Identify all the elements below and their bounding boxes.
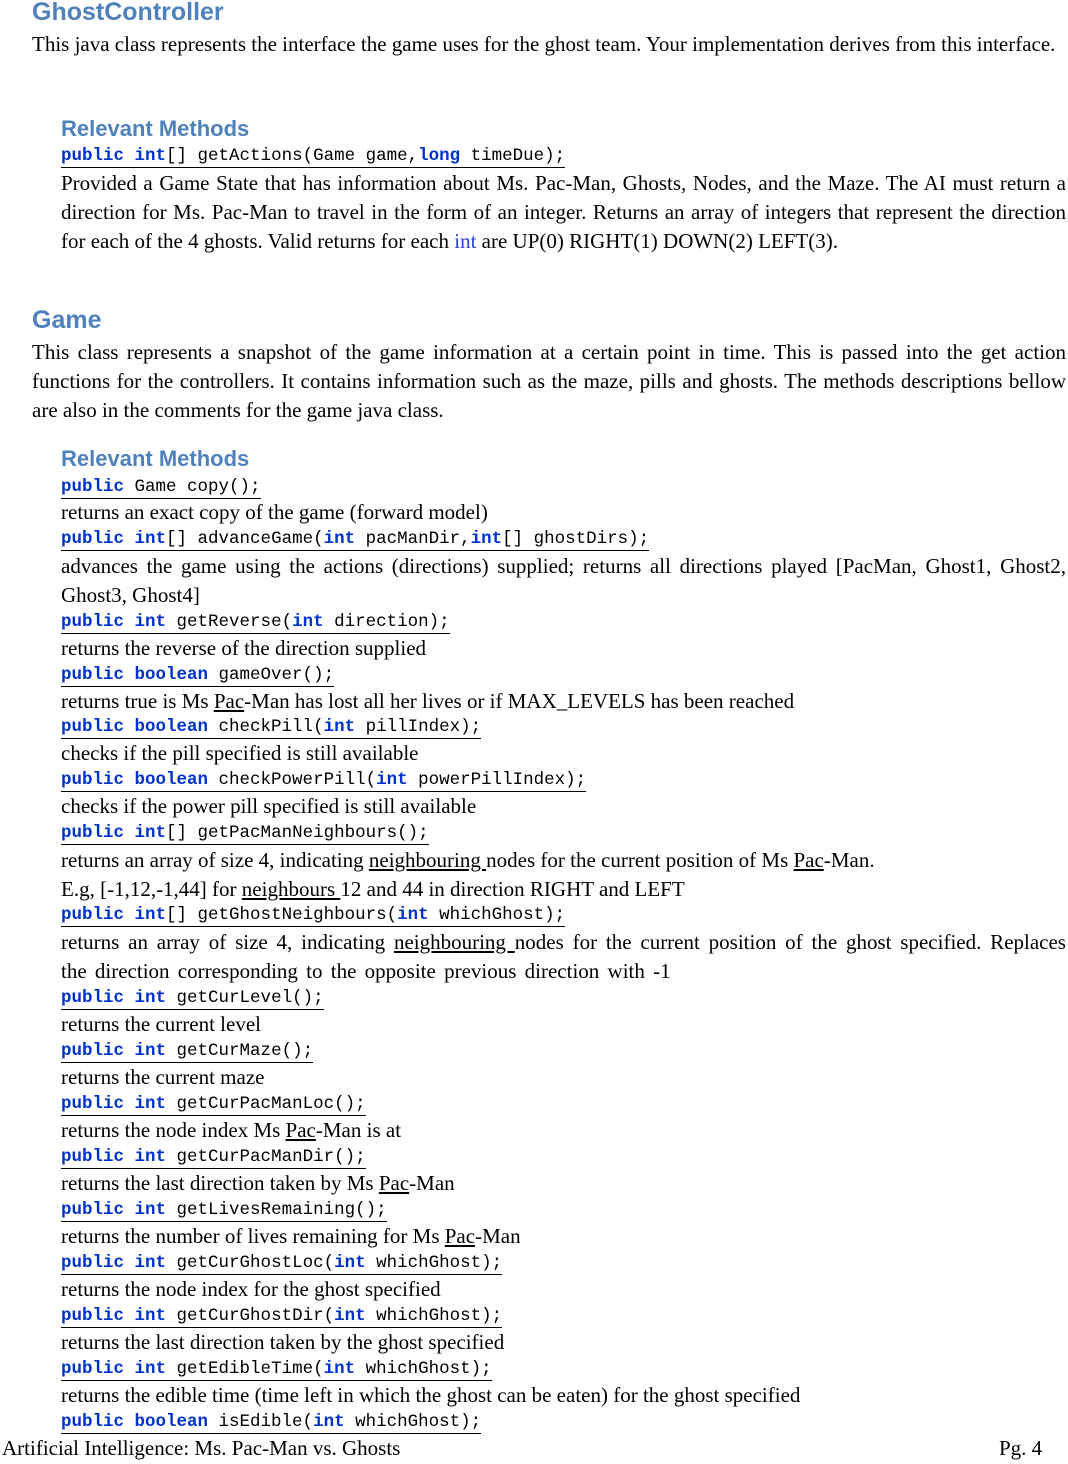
method-signature-getcurghostloc: public int getCurGhostLoc(int whichGhost); <box>61 1253 503 1273</box>
method-signature-getedibletime: public int getEdibleTime(int whichGhost); <box>61 1359 492 1379</box>
method-description-getlivesremaining: returns the number of lives remaining for Ms Pac-Man <box>61 1224 521 1248</box>
method-description-getreverse: returns the reverse of the direction supplied <box>61 636 427 660</box>
footer-title: Artificial Intelligence: Ms. Pac-Man vs. Ghosts <box>2 1436 401 1460</box>
method-signature-advancegame: public int[] advanceGame(int pacManDir,int[] ghostDirs); <box>61 529 650 549</box>
method-signature-getlivesremaining: public int getLivesRemaining(); <box>61 1200 387 1220</box>
method-signature-getcurmaze: public int getCurMaze(); <box>61 1041 314 1061</box>
method-description-gameover: returns true is Ms Pac-Man has lost all her lives or if MAX_LEVELS has been reached <box>61 689 795 713</box>
method-signature-getreverse: public int getReverse(int direction); <box>61 612 450 632</box>
section-heading-ghostcontroller: GhostController <box>32 0 224 26</box>
method-description-advancegame: advances the game using the actions (directions) supplied; returns all directions played [PacMan, Ghost1, Ghost2, Ghost3, Ghost4] <box>61 554 1066 607</box>
method-description-getactions: Provided a Game State that has information about Ms. Pac-Man, Ghosts, Nodes, and the Maze. The AI must return a direction for Ms. Pac-Man to travel in the form of an integer. Returns an array of integers that represent the direction for each of the 4 ghosts. Valid returns for each int are UP(0) RIGHT(1) DOWN(2) LEFT(3). <box>61 171 1066 253</box>
method-description-getcurlevel: returns the current level <box>61 1012 261 1036</box>
ghost-methods-heading: Relevant Methods <box>61 116 250 141</box>
ghost-intro: This java class represents the interface the game uses for the ghost team. Your implementation derives from this interface. <box>32 32 1056 56</box>
method-signature-getactions: public int[] getActions(Game game,long timeDue); <box>61 146 566 166</box>
method-description-getghostneighbours: returns an array of size 4, indicating neighbouring nodes for the current position of the ghost specified. Replaces the direction corresponding to the opposite previous direction with -1 <box>61 930 1066 983</box>
method-description-getcurghostloc: returns the node index for the ghost specified <box>61 1277 441 1301</box>
method-description-getcurpacmanloc: returns the node index Ms Pac-Man is at <box>61 1118 402 1142</box>
method-description-getedibletime: returns the edible time (time left in which the ghost can be eaten) for the ghost specified <box>61 1383 801 1407</box>
method-signature-getcurlevel: public int getCurLevel(); <box>61 988 324 1008</box>
method-signature-checkpowerpill: public boolean checkPowerPill(int powerPillIndex); <box>61 770 587 790</box>
method-description-getpacmanneighbours: returns an array of size 4, indicating neighbouring nodes for the current position of Ms Pac-Man. E.g, [-1,12,-1,44] for neighbours 12 and 44 in direction RIGHT and LEFT <box>61 848 875 901</box>
method-signature-checkpill: public boolean checkPill(int pillIndex); <box>61 717 482 737</box>
method-signature-gameover: public boolean gameOver(); <box>61 665 335 685</box>
method-description-copy: returns an exact copy of the game (forward model) <box>61 500 488 524</box>
game-intro: This class represents a snapshot of the game information at a certain point in time. This is passed into the get action functions for the controllers. It contains information such as the maze, pills and ghosts. The methods descriptions bellow are also in the comments for the game java class. <box>32 340 1066 422</box>
page-number: Pg. 4 <box>999 1436 1043 1460</box>
method-description-getcurmaze: returns the current maze <box>61 1065 265 1089</box>
game-methods-heading: Relevant Methods <box>61 446 250 471</box>
section-heading-game: Game <box>32 306 102 334</box>
method-signature-isedible: public boolean isEdible(int whichGhost); <box>61 1412 482 1432</box>
method-description-checkpowerpill: checks if the power pill specified is still available <box>61 794 477 818</box>
method-description-getcurghostdir: returns the last direction taken by the ghost specified <box>61 1330 505 1354</box>
method-description-checkpill: checks if the pill specified is still available <box>61 741 419 765</box>
method-description-getcurpacmandir: returns the last direction taken by Ms Pac-Man <box>61 1171 455 1195</box>
method-signature-getghostneighbours: public int[] getGhostNeighbours(int whichGhost); <box>61 905 566 925</box>
method-signature-getcurpacmandir: public int getCurPacManDir(); <box>61 1147 366 1167</box>
method-signature-copy: public Game copy(); <box>61 477 261 497</box>
method-signature-getpacmanneighbours: public int[] getPacManNeighbours(); <box>61 823 429 843</box>
method-signature-getcurpacmanloc: public int getCurPacManLoc(); <box>61 1094 366 1114</box>
method-signature-getcurghostdir: public int getCurGhostDir(int whichGhost); <box>61 1306 503 1326</box>
